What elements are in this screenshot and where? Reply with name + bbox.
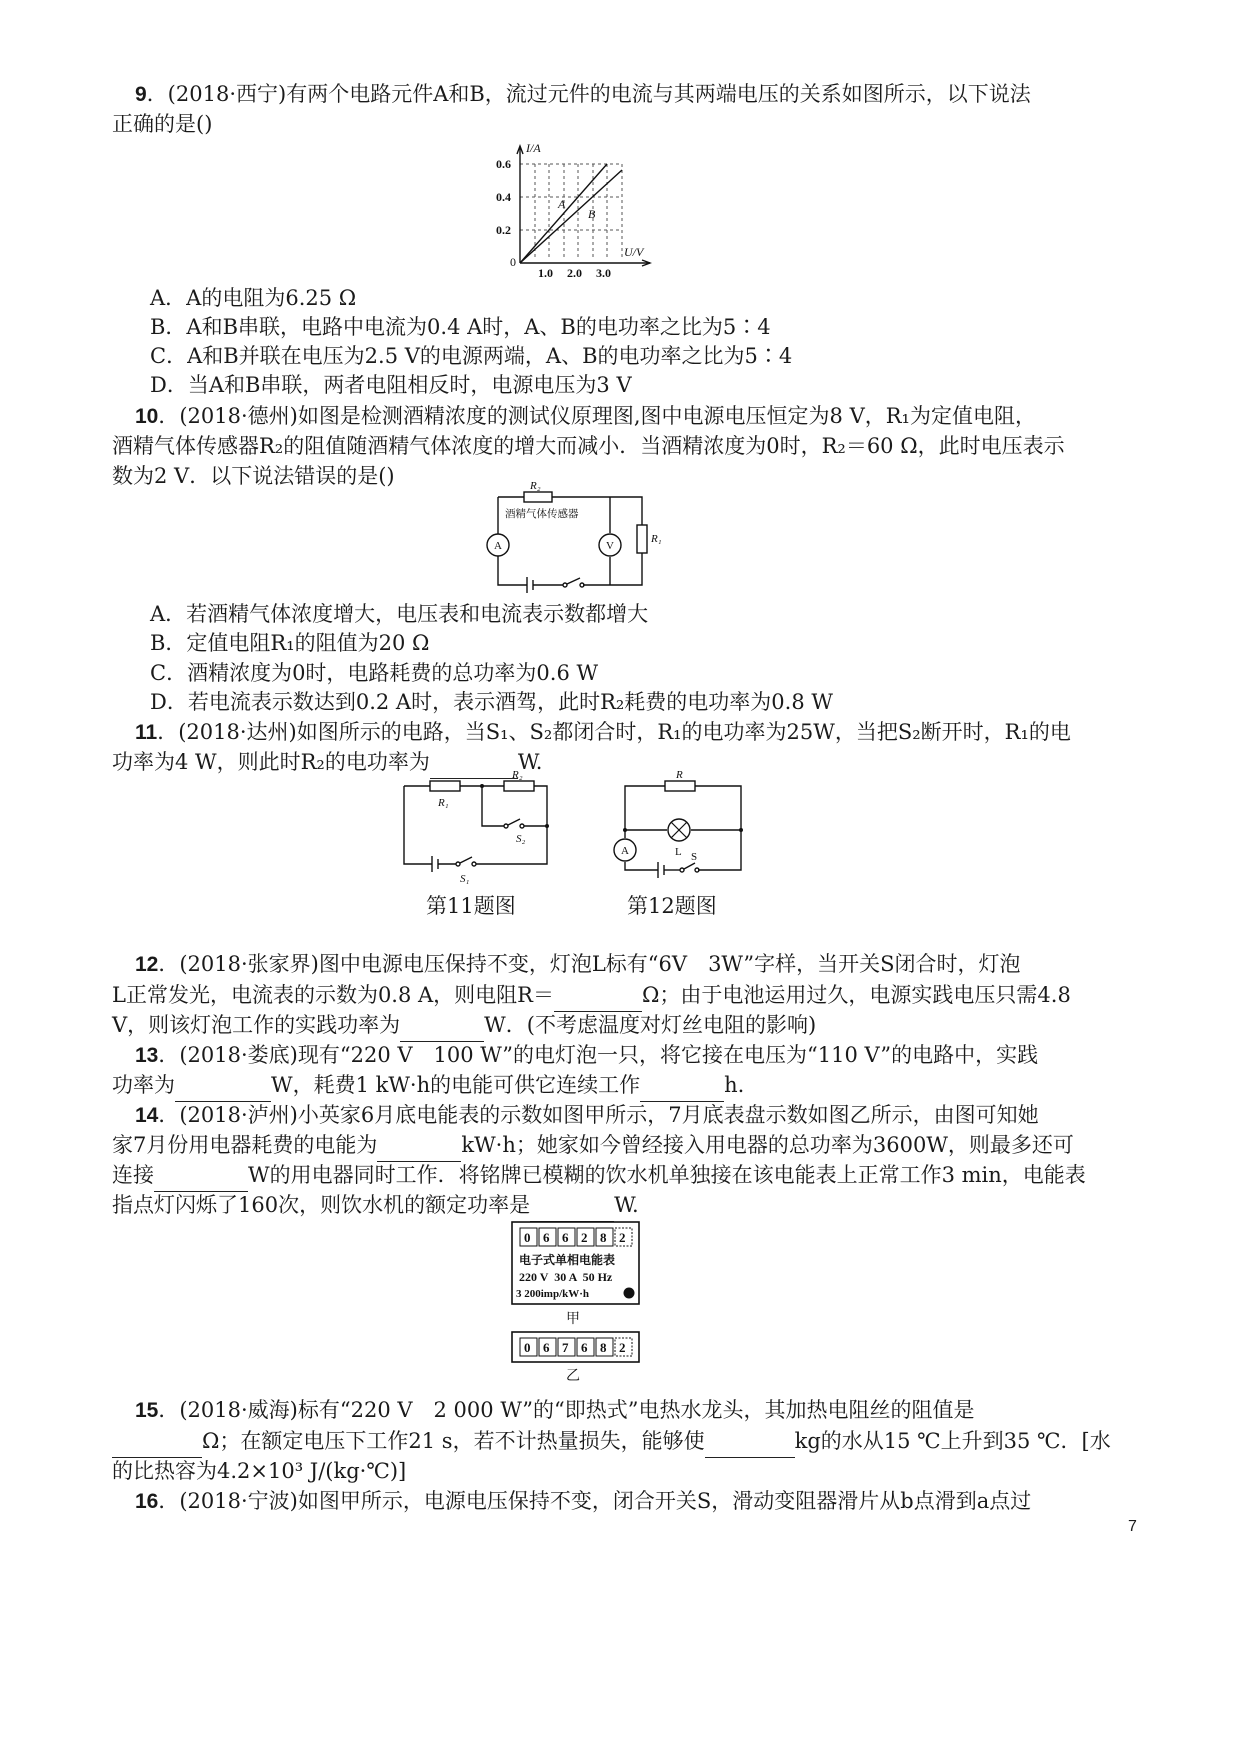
sensor-label: 酒精气体传感器 (505, 509, 579, 520)
ammeter-label: A (494, 540, 502, 552)
q13-line1: 13．(2018·娄底)现有“220 V 100 W”的电灯泡一只，将它接在电压为“110 V”的电路中，实践 (135, 1043, 1039, 1067)
ammeter-label: A (621, 845, 629, 857)
q14-blank-extra-power[interactable] (154, 1159, 248, 1192)
s1-label: S₁ (460, 873, 470, 885)
q10-line3: 数为2 V．以下说法错误的是() (112, 464, 395, 488)
q10-option-b: B．定值电阻R₁的阻值为20 Ω (150, 631, 430, 655)
q14-meter-diagram (508, 1220, 643, 1385)
svg-text:2: 2 (619, 1340, 626, 1355)
q9-option-a: A．A的电阻为6.25 Ω (150, 286, 357, 310)
label-yi: 乙 (566, 1369, 580, 1384)
q11-caption: 第11题图 (426, 894, 516, 918)
x-tick-1: 1.0 (538, 266, 553, 280)
origin-label: 0 (510, 255, 516, 269)
q10-option-c: C．酒精浓度为0时，电路耗费的总功率为0.6 W (150, 661, 599, 685)
q10-line1: 10．(2018·德州)如图是检测酒精浓度的测试仪原理图,图中电源电压恒定为8 V，R₁为定值电阻， (135, 404, 1036, 428)
svg-text:8: 8 (600, 1230, 607, 1245)
y-tick-06: 0.6 (496, 157, 511, 171)
q12-line2: L正常发光，电流表的示数为0.8 A，则电阻R＝ Ω；由于电池运用过久，电源实践电压只需4.8 (112, 979, 1177, 1012)
indicator-light-icon (624, 1288, 635, 1299)
q13-blank-power[interactable] (175, 1069, 271, 1102)
svg-text:8: 8 (600, 1340, 607, 1355)
q9-line2: 正确的是() (112, 112, 213, 136)
q10-number: 10 (135, 405, 159, 428)
x-tick-2: 2.0 (567, 266, 582, 280)
svg-text:0: 0 (524, 1340, 531, 1355)
voltmeter-label: V (606, 540, 614, 552)
meter-imp: 3 200imp/kW·h (516, 1288, 590, 1300)
q16-number: 16 (135, 1490, 159, 1513)
q11-number: 11 (135, 721, 158, 744)
q9-option-c: C．A和B并联在电压为2.5 V的电源两端，A、B的电功率之比为5∶4 (150, 344, 793, 368)
q15-blank-resistance[interactable] (112, 1425, 202, 1458)
q16-line1: 16．(2018·宁波)如图甲所示，电源电压保持不变，闭合开关S，滑动变阻器滑片从b点滑到a点过 (135, 1489, 1032, 1513)
q12-circuit-diagram (605, 769, 755, 886)
label-jia: 甲 (566, 1312, 580, 1327)
y-axis-label: I/A (526, 141, 541, 155)
q10-circuit-diagram (480, 480, 670, 595)
q11-line2: 功率为4 W，则此时R₂的电功率为 W. (112, 746, 1177, 779)
svg-text:6: 6 (543, 1230, 550, 1245)
q9-option-d: D．当A和B串联，两者电阻相反时，电源电压为3 V (150, 373, 632, 397)
q14-line4: 指点灯闪烁了160次，则饮水机的额定功率是 W. (112, 1189, 1177, 1222)
lamp-icon (668, 819, 690, 841)
svg-text:7: 7 (562, 1340, 569, 1355)
q14-line1: 14．(2018·泸州)小英家6月底电能表的示数如图甲所示，7月底表盘示数如图乙所示，由图可知她 (135, 1103, 1039, 1127)
q13-line2: 功率为 W，耗费1 kW·h的电能可供它连续工作 h. (112, 1069, 1177, 1102)
svg-text:6: 6 (543, 1340, 550, 1355)
q12-caption: 第12题图 (627, 894, 717, 918)
r2-label: R₂ (530, 480, 541, 492)
r1-label: R₁ (651, 533, 662, 545)
q13-blank-hours[interactable] (640, 1069, 724, 1102)
meter-yi-digits (512, 1332, 639, 1362)
q10-option-d: D．若电流表示数达到0.2 A时，表示酒驾，此时R₂耗费的电功率为0.8 W (150, 690, 833, 714)
svg-text:6: 6 (562, 1230, 569, 1245)
q10-line2: 酒精气体传感器R₂的阻值随酒精气体浓度的增大而减小．当酒精浓度为0时，R₂＝60 Ω，此时电压表示 (112, 434, 1065, 458)
q9-option-b: B．A和B串联，电路中电流为0.4 A时，A、B的电功率之比为5∶4 (150, 315, 771, 339)
q9-line1: 9．(2018·西宁)有两个电路元件A和B，流过元件的电流与其两端电压的关系如图所示，以下说法 (135, 82, 1031, 106)
q14-blank-energy[interactable] (377, 1129, 461, 1162)
line-b-label: B (588, 207, 596, 221)
q9-iu-graph (490, 140, 660, 280)
q15-line3: 的比热容为4.2×10³ J/(kg·℃)] (112, 1459, 407, 1483)
q10-option-a: A．若酒精气体浓度增大，电压表和电流表示数都增大 (150, 602, 649, 626)
q14-number: 14 (135, 1104, 159, 1127)
q9-number: 9 (135, 83, 147, 106)
q11-answer-blank[interactable] (430, 746, 518, 779)
page-number: 7 (1128, 1518, 1137, 1535)
q15-blank-mass[interactable] (705, 1425, 795, 1458)
svg-text:2: 2 (581, 1230, 588, 1245)
q15-line2: Ω；在额定电压下工作21 s，若不计热量损失，能够使 kg的水从15 ℃上升到35 ℃．[水 (112, 1425, 1177, 1458)
r2-label: R₂ (512, 769, 523, 781)
q12-number: 12 (135, 953, 159, 976)
q14-line2: 家7月份用电器耗费的电能为 kW·h；她家如今曾经接入用电器的总功率为3600W，则最多还可 (112, 1129, 1177, 1162)
q15-number: 15 (135, 1399, 159, 1422)
s2-label: S₂ (516, 833, 526, 845)
line-a-label: A (558, 197, 566, 211)
q13-number: 13 (135, 1044, 159, 1067)
q12-blank-power[interactable] (400, 1009, 484, 1042)
q15-line1: 15．(2018·威海)标有“220 V 2 000 W”的“即热式”电热水龙头，其加热电阻丝的阻值是 (135, 1398, 975, 1422)
q14-line3: 连接 W的用电器同时工作．将铭牌已模糊的饮水机单独接在该电能表上正常工作3 min，电能表 (112, 1159, 1177, 1192)
q14-blank-rated-power[interactable] (530, 1189, 614, 1222)
q12-blank-r[interactable] (554, 979, 642, 1012)
svg-text:6: 6 (581, 1340, 588, 1355)
y-tick-02: 0.2 (496, 223, 511, 237)
r1-label: R₁ (438, 797, 449, 809)
meter-spec: 220 V 30 A 50 Hz (519, 1270, 613, 1284)
q12-line3: V，则该灯泡工作的实践功率为 W．(不考虑温度对灯丝电阻的影响) (112, 1009, 1177, 1042)
x-tick-3: 3.0 (596, 266, 611, 280)
r-label: R (676, 769, 683, 781)
svg-text:2: 2 (619, 1230, 626, 1245)
y-tick-04: 0.4 (496, 190, 511, 204)
q12-line1: 12．(2018·张家界)图中电源电压保持不变，灯泡L标有“6V 3W”字样，当开关S闭合时，灯泡 (135, 952, 1021, 976)
lamp-label: L (675, 846, 682, 858)
q11-circuit-diagram (392, 769, 562, 886)
x-axis-label: U/V (624, 245, 644, 259)
q11-line1: 11．(2018·达州)如图所示的电路，当S₁、S₂都闭合时，R₁的电功率为25W，当把S₂断开时，R₁的电 (135, 720, 1071, 744)
switch-label: S (691, 851, 698, 863)
svg-text:0: 0 (524, 1230, 531, 1245)
meter-name: 电子式单相电能表 (519, 1253, 616, 1267)
